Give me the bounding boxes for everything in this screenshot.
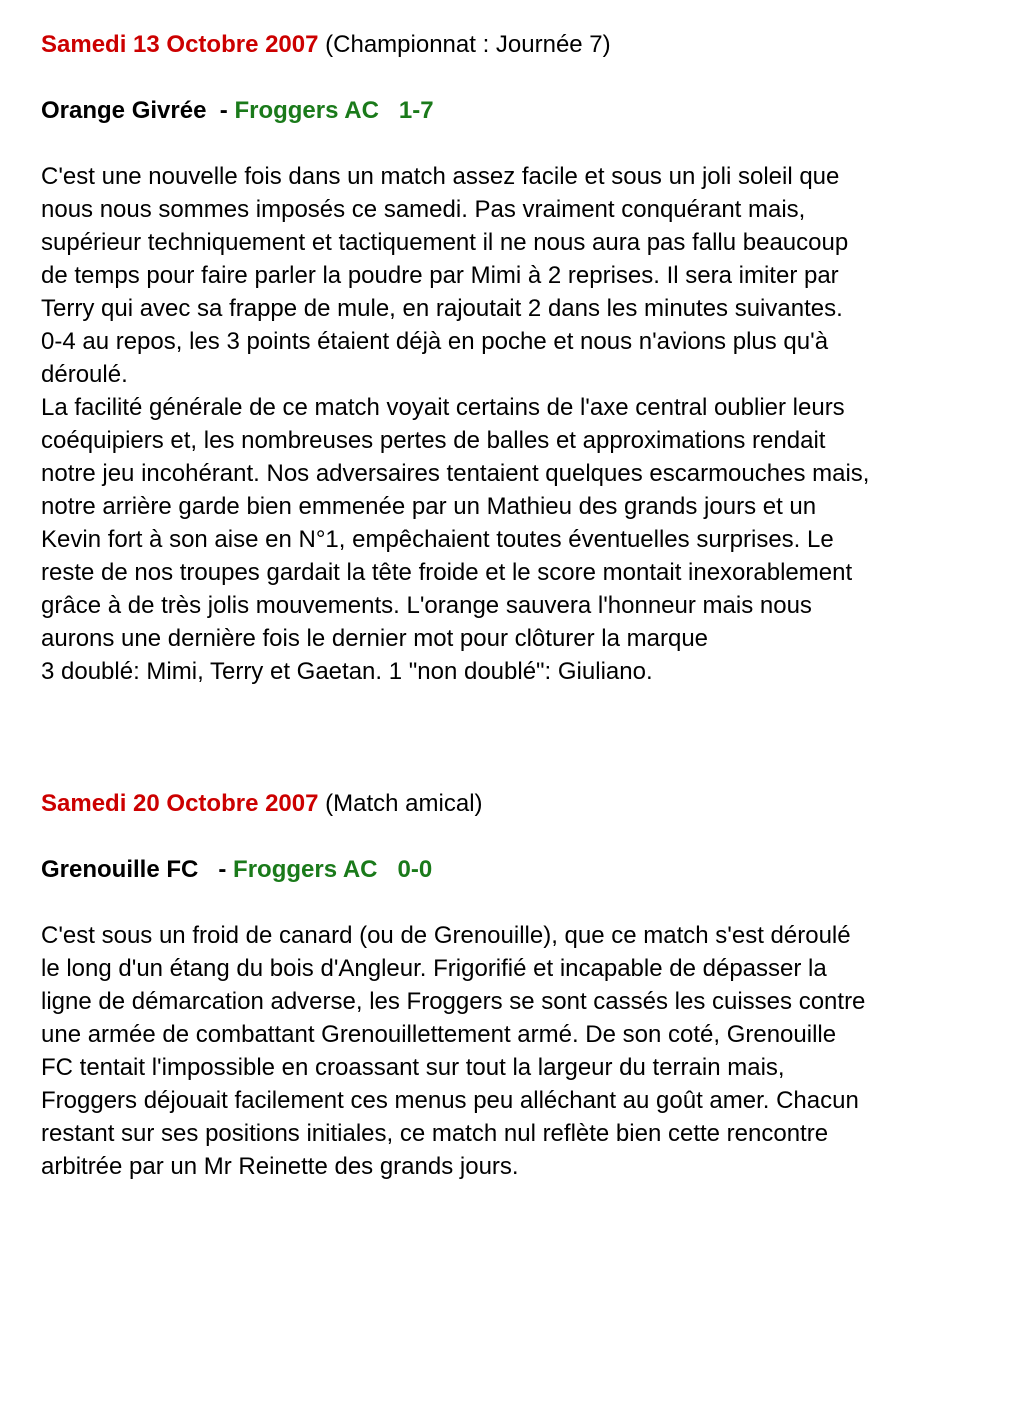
report-line: reste de nos troupes gardait la tête froide et le score montait inexorablement: [41, 559, 853, 586]
report-line: 3 doublé: Mimi, Terry et Gaetan. 1 "non doublé": Giuliano.: [41, 658, 653, 685]
match-competition: (Match amical): [325, 790, 483, 817]
report-line: C'est une nouvelle fois dans un match assez facile et sous un joli soleil que: [41, 163, 840, 190]
match-result: [41, 853, 1001, 886]
match-competition: (Championnat : Journée 7): [325, 31, 611, 58]
home-team: Orange Givrée: [41, 97, 207, 124]
match-result: [41, 94, 1001, 127]
match-report-text: [41, 919, 1001, 1183]
report-line: restant sur ses positions initiales, ce match nul reflète bien cette rencontre: [41, 1120, 829, 1147]
report-line: une armée de combattant Grenouillettement armé. De son coté, Grenouille: [41, 1021, 837, 1048]
report-line: Froggers déjouait facilement ces menus peu alléchant au goût amer. Chacun: [41, 1087, 859, 1114]
report-line: La facilité générale de ce match voyait certains de l'axe central oublier leurs: [41, 394, 845, 421]
match-score: 1-7: [398, 97, 434, 124]
match-header: [41, 28, 1001, 61]
report-line: supérieur techniquement et tactiquement il ne nous aura pas fallu beaucoup: [41, 229, 849, 256]
match-report-text: [41, 160, 1001, 688]
report-line: grâce à de très jolis mouvements. L'orange sauvera l'honneur mais nous: [41, 592, 812, 619]
report-line: Kevin fort à son aise en N°1, empêchaient toutes éventuelles surprises. Le: [41, 526, 834, 553]
report-line: Terry qui avec sa frappe de mule, en rajoutait 2 dans les minutes suivantes.: [41, 295, 843, 322]
report-line: 0-4 au repos, les 3 points étaient déjà en poche et nous n'avions plus qu'à: [41, 328, 829, 355]
away-team: Froggers AC: [234, 97, 379, 124]
team-separator: -: [218, 856, 227, 883]
team-separator: -: [219, 97, 228, 124]
match-report-2: [41, 787, 1001, 1183]
report-line: arbitrée par un Mr Reinette des grands jours.: [41, 1153, 519, 1180]
report-line: FC tentait l'impossible en croassant sur tout la largeur du terrain mais,: [41, 1054, 785, 1081]
report-line: nous nous sommes imposés ce samedi. Pas vraiment conquérant mais,: [41, 196, 806, 223]
report-line: aurons une dernière fois le dernier mot pour clôturer la marque: [41, 625, 709, 652]
report-line: le long d'un étang du bois d'Angleur. Frigorifié et incapable de dépasser la: [41, 955, 827, 982]
document-page: [41, 28, 1001, 1183]
home-team: Grenouille FC: [41, 856, 199, 883]
report-line: notre arrière garde bien emmenée par un Mathieu des grands jours et un: [41, 493, 817, 520]
report-line: C'est sous un froid de canard (ou de Grenouille), que ce match s'est déroulé: [41, 922, 851, 949]
report-line: notre jeu incohérant. Nos adversaires tentaient quelques escarmouches mais,: [41, 460, 870, 487]
match-date: Samedi 13 Octobre 2007: [41, 31, 319, 58]
match-score: 0-0: [397, 856, 433, 883]
match-report-1: [41, 28, 1001, 688]
match-date: Samedi 20 Octobre 2007: [41, 790, 319, 817]
report-line: déroulé.: [41, 361, 128, 388]
match-header: [41, 787, 1001, 820]
away-team: Froggers AC: [233, 856, 378, 883]
report-line: ligne de démarcation adverse, les Froggers se sont cassés les cuisses contre: [41, 988, 866, 1015]
report-line: de temps pour faire parler la poudre par Mimi à 2 reprises. Il sera imiter par: [41, 262, 839, 289]
report-line: coéquipiers et, les nombreuses pertes de balles et approximations rendait: [41, 427, 826, 454]
